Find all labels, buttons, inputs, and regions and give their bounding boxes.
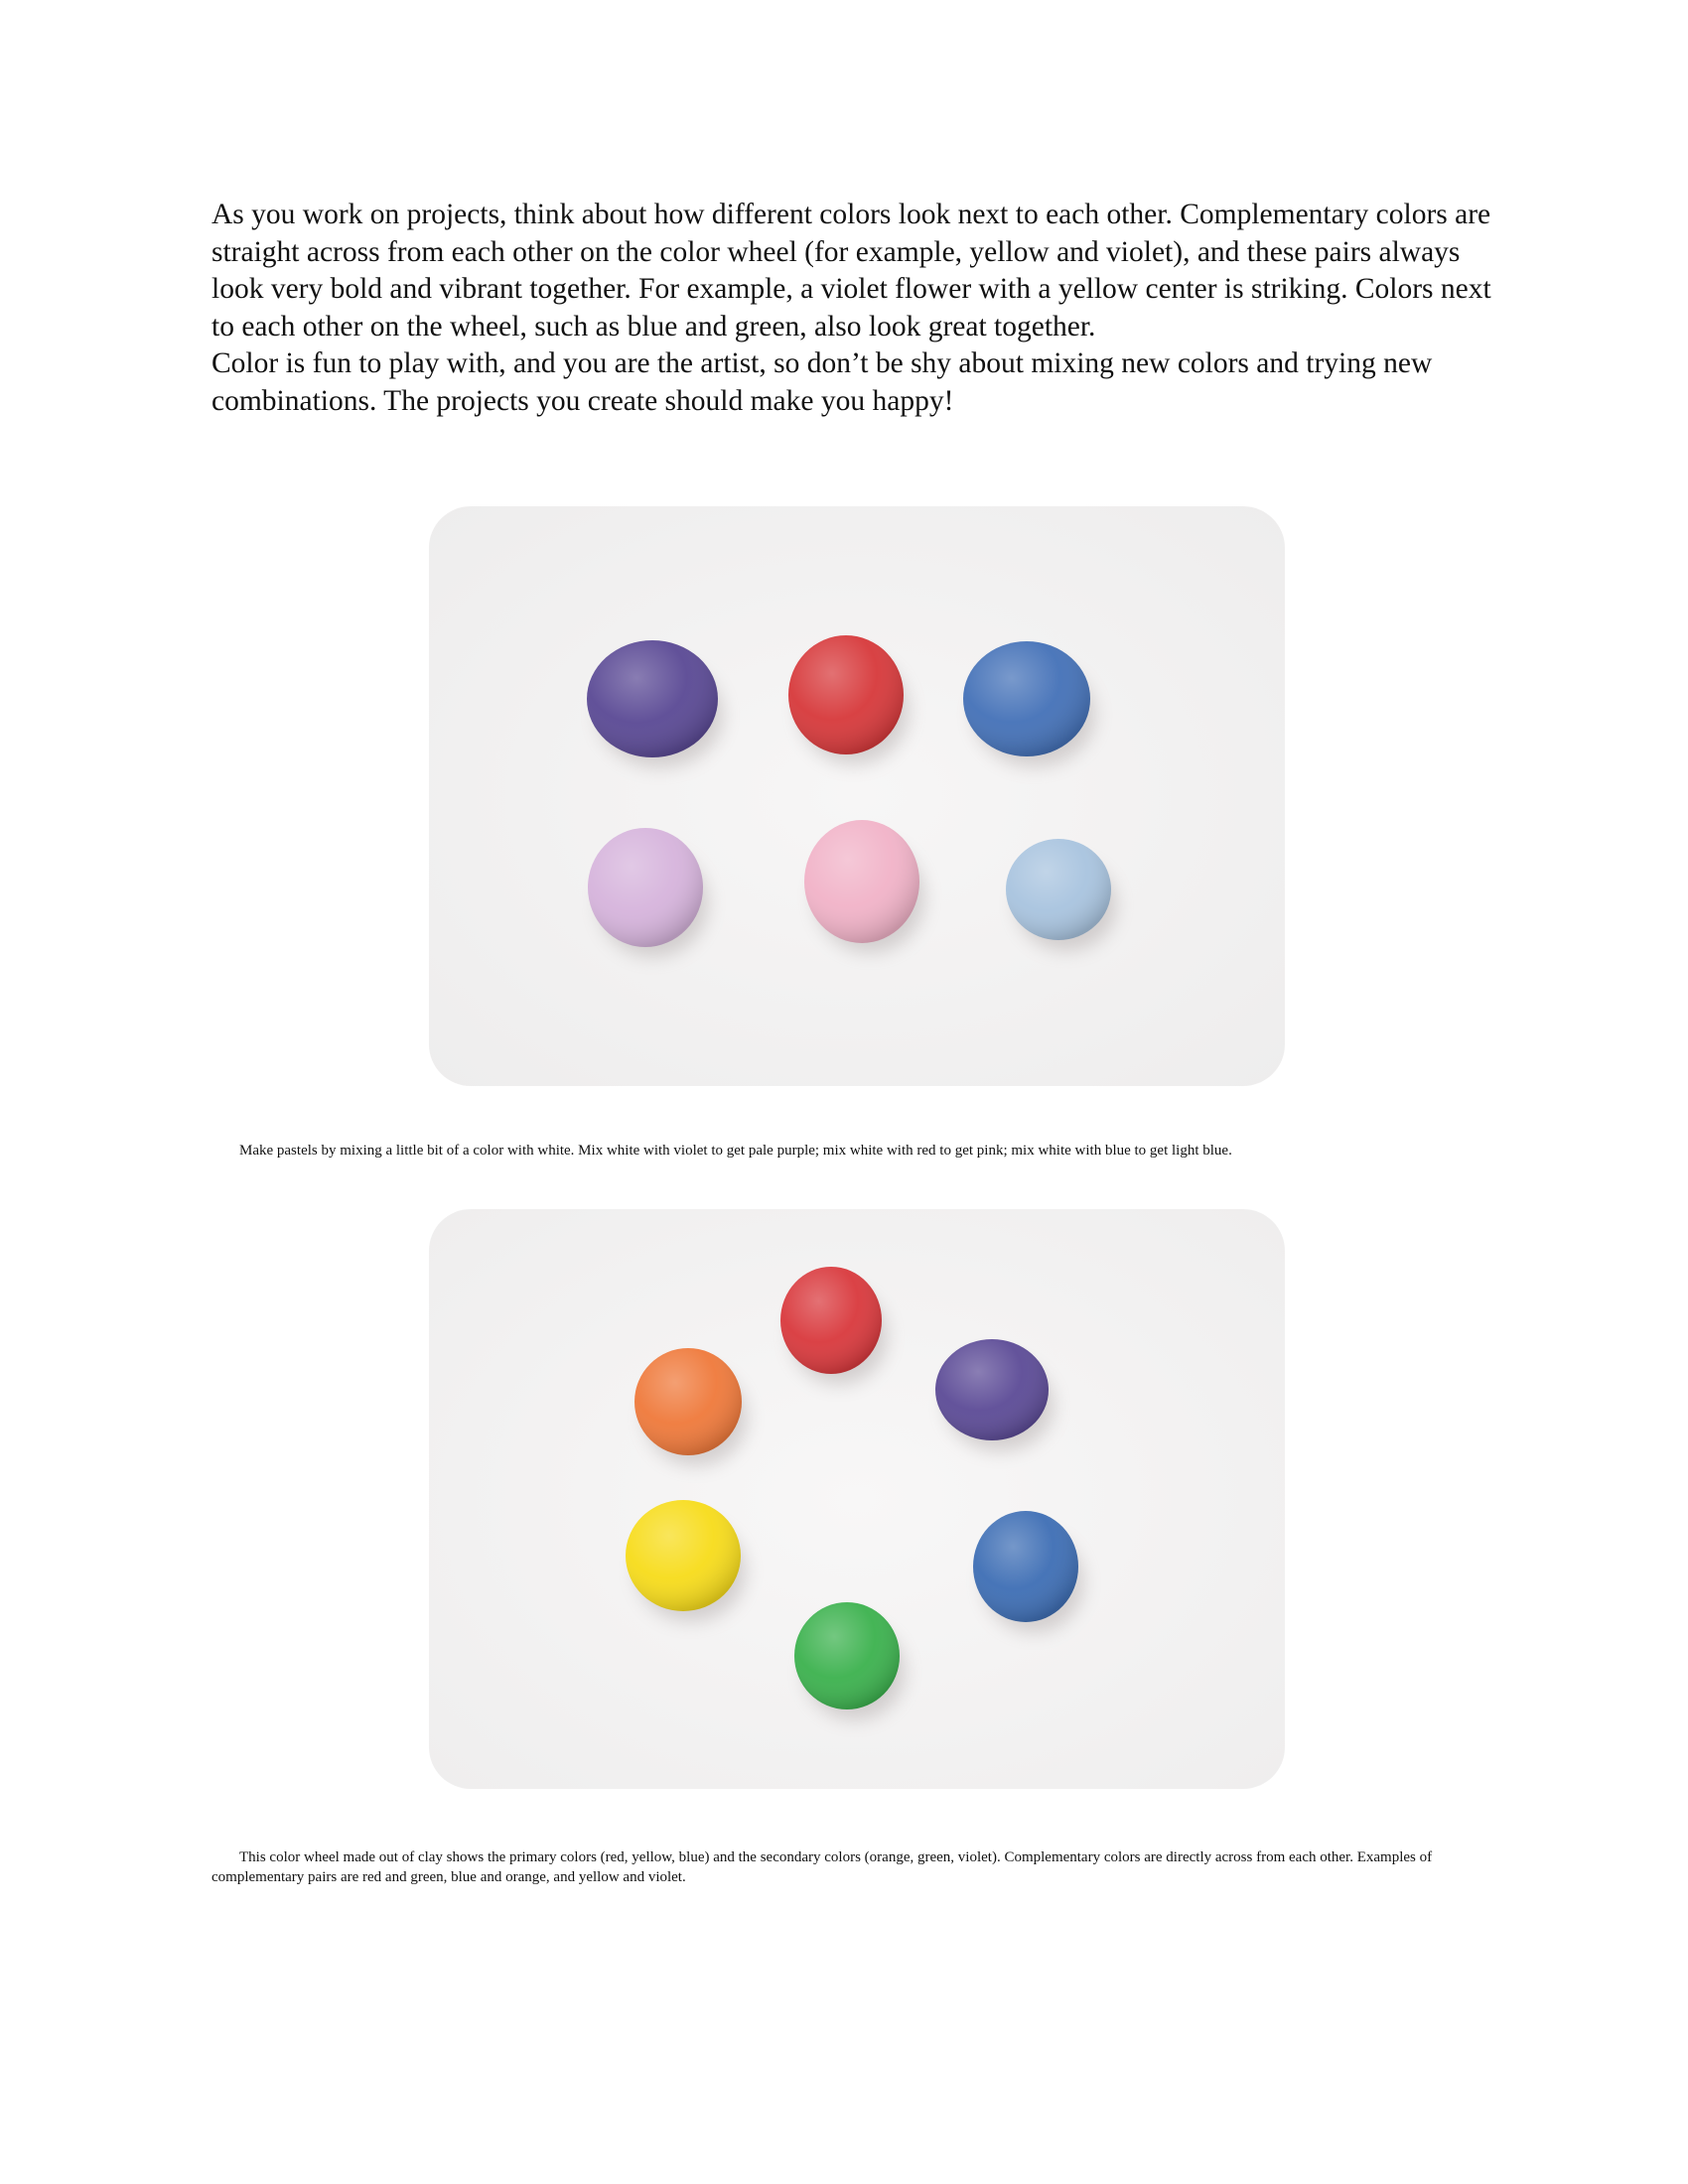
pastel-caption: Make pastels by mixing a little bit of a color with white. Mix white with violet to get pale purple; mix white with red to get pink; mix white with blue to get light blue. bbox=[239, 1143, 1232, 1159]
body-text bbox=[211, 197, 1492, 420]
clay-ball-highlight bbox=[788, 635, 904, 754]
clay-ball-highlight bbox=[804, 820, 919, 943]
clay-ball-highlight bbox=[626, 1500, 741, 1611]
paragraph-complementary-colors: As you work on projects, think about how different colors look next to each other. Complementary colors are straight across from each other on the color wheel (for example, yellow and violet), and these pairs always look very bold and vibrant together. For example, a violet flower with a yellow center is striking. Colors next to each other on the wheel, such as blue and green, also look great together. bbox=[211, 199, 1491, 342]
clay-ball-highlight bbox=[634, 1348, 742, 1455]
clay-ball-highlight bbox=[587, 640, 718, 757]
photo-background bbox=[429, 506, 1285, 1086]
clay-ball-highlight bbox=[780, 1267, 882, 1374]
clay-ball-highlight bbox=[963, 641, 1090, 756]
clay-ball-highlight bbox=[935, 1339, 1049, 1440]
clay-ball-highlight bbox=[588, 828, 703, 947]
clay-ball-highlight bbox=[973, 1511, 1078, 1622]
clay-ball-highlight bbox=[1006, 839, 1111, 940]
paragraph-color-fun: Color is fun to play with, and you are the artist, so don’t be shy about mixing new colors and trying new combinations. The projects you create should make you happy! bbox=[211, 347, 1433, 417]
color-wheel-caption: This color wheel made out of clay shows the primary colors (red, yellow, blue) and the secondary colors (orange, green, violet). Complementary colors are directly across from each other. Examples of complementary pairs are red and green, blue and orange, and yellow and violet. bbox=[211, 1849, 1433, 1885]
clay-color-wheel-photo bbox=[429, 1209, 1285, 1789]
clay-ball-highlight bbox=[794, 1602, 900, 1709]
pastel-clay-photo bbox=[429, 506, 1285, 1086]
